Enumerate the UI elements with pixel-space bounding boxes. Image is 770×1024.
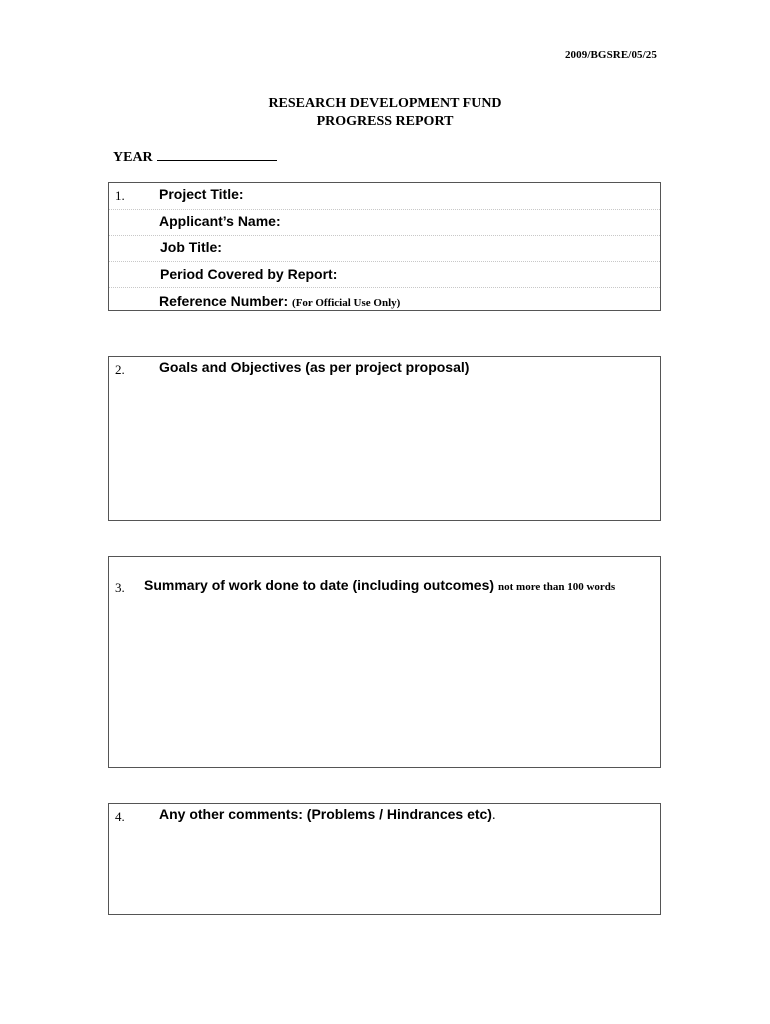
title-line-fund: RESEARCH DEVELOPMENT FUND <box>268 96 502 111</box>
reference-number-field[interactable] <box>159 293 400 309</box>
job-title-field[interactable]: Job Title: <box>160 239 222 255</box>
section-number: 3. <box>115 580 125 595</box>
section-project-details <box>108 182 661 311</box>
other-comments-heading-text: Any other comments: (Problems / Hindrances etc) <box>159 806 492 822</box>
year-label: YEAR <box>113 150 153 165</box>
row-divider <box>109 261 660 262</box>
official-use-note: (For Official Use Only) <box>292 297 401 309</box>
section-goals-objectives[interactable] <box>108 356 661 521</box>
word-limit-note: not more than 100 words <box>498 581 616 593</box>
project-title-field[interactable]: Project Title: <box>159 186 244 202</box>
applicant-name-field[interactable]: Applicant’s Name: <box>159 213 281 229</box>
document-reference-code: 2009/BGSRE/05/25 <box>564 49 657 61</box>
document-title <box>0 95 770 131</box>
other-comments-heading <box>159 806 495 824</box>
reference-number-label: Reference Number: <box>159 293 289 309</box>
title-line-report: PROGRESS REPORT <box>316 114 454 129</box>
work-summary-heading: Summary of work done to date (including outcomes) <box>144 577 495 593</box>
section-work-summary[interactable] <box>108 556 661 768</box>
section-number: 4. <box>115 809 125 824</box>
section-other-comments[interactable] <box>108 803 661 915</box>
section-number: 1. <box>115 188 125 203</box>
goals-objectives-heading: Goals and Objectives (as per project proposal) <box>159 359 470 375</box>
heading-period: . <box>491 808 496 823</box>
year-blank-line[interactable] <box>157 148 277 161</box>
year-field <box>113 148 277 166</box>
row-divider <box>109 235 660 236</box>
period-covered-field[interactable]: Period Covered by Report: <box>160 266 338 282</box>
row-divider <box>109 209 660 210</box>
row-divider <box>109 287 660 288</box>
section-number: 2. <box>115 362 125 377</box>
work-summary-heading-block <box>144 578 649 595</box>
